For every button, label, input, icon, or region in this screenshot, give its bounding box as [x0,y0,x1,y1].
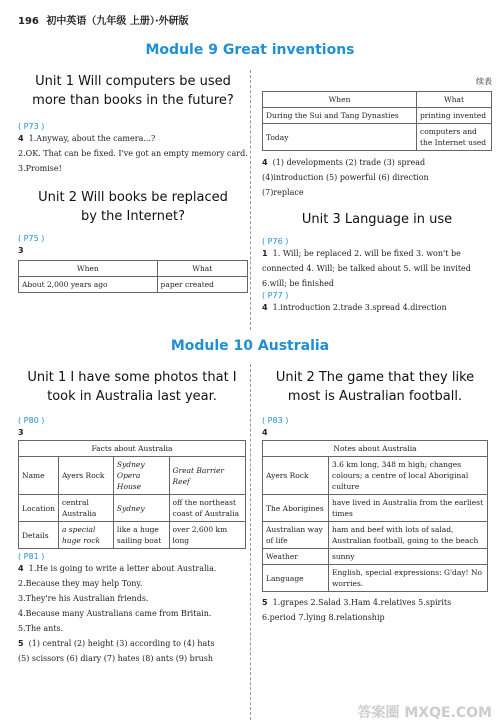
table-cell: Australian way of life [263,522,329,549]
table-cell: During the Sui and Tang Dynasties [263,108,417,124]
table-cell: Ayers Rock [58,457,113,495]
table-cell: like a huge sailing boat [113,522,169,549]
table-caption: Facts about Australia [19,441,246,457]
table-cell: computers and the Internet used [417,124,492,151]
page-ref: ( P76 ) [262,237,289,246]
answer-line: 1 1. Will; be replaced 2. will be fixed 3. won't be [262,249,461,258]
table-cell: Weather [263,549,329,565]
table-cell: The Aborigines [263,495,329,522]
answer-line: 5 (1) central (2) height (3) according to (4) hats [18,639,215,648]
table-caption: Notes about Australia [263,441,488,457]
table-cell: a special huge rock [58,522,113,549]
answer-line: 3.They're his Australian friends. [18,594,149,603]
table-header: What [417,92,492,108]
answer-line: (5) scissors (6) diary (7) hates (8) ants (9) brush [18,654,214,663]
unit2-title: Unit 2 The game that they like most is Australian football. [275,370,475,404]
unit1-title: Unit 1 I have some photos that I took in Australia last year. [27,370,237,404]
answer-line: 4.Because many Australians came from Britain. [18,609,212,618]
answer-line: 3.Promise! [18,164,62,173]
unit2-title: Unit 2 Will books be replaced by the Internet? [38,190,228,224]
facts-table [18,440,246,549]
column-divider-bottom [250,364,251,720]
table-cell: ham and beef with lots of salad, Australian football, going to the beach [329,522,488,549]
table-cell: Sydney [113,495,169,522]
question-number: 4 [262,428,268,437]
page-number: 196 [18,16,39,27]
table-cell: Today [263,124,417,151]
table-cell: off the northeast coast of Australia [169,495,245,522]
module9-left-column [18,72,248,293]
table-cell: paper created [157,277,247,293]
page-ref: ( P77 ) [262,291,289,300]
inventions-table [18,260,248,293]
column-divider-top [250,70,251,330]
module9-title: Module 9 Great inventions [145,42,355,58]
table-cell: About 2,000 years ago [19,277,158,293]
answer-line: 6.will; be finished [262,279,334,288]
table-header: When [19,261,158,277]
question-number: 3 [18,246,24,255]
table-cell: central Australia [58,495,113,522]
table-cell: Sydney Opera House [113,457,169,495]
page-ref: ( P81 ) [18,552,45,561]
book-title: 初中英语（九年级 上册）·外研版 [46,16,189,27]
inventions-table-continued [262,91,492,151]
unit1-title: Unit 1 Will computers be used more than books in the future? [32,74,234,108]
answer-line: 4 1.Anyway, about the camera...? [18,134,156,143]
notes-table [262,440,488,592]
table-header: When [263,92,417,108]
answer-line: 6.period 7.lying 8.relationship [262,613,385,622]
table-cell: have lived in Australia from the earliest times [329,495,488,522]
table-cell: Details [19,522,59,549]
answer-line: 2.Because they may help Tony. [18,579,143,588]
answer-line: 4 1.He is going to write a letter about Australia. [18,564,217,573]
page-ref: ( P83 ) [262,416,289,425]
page-header [18,12,189,27]
table-cell: Language [263,565,329,592]
answer-line: connected 4. Will; be talked about 5. will be invited [262,264,471,273]
page-ref: ( P75 ) [18,234,45,243]
table-cell: over 2,600 km long [169,522,245,549]
answer-line: 5.The ants. [18,624,64,633]
continued-label: 续表 [476,77,492,86]
page-ref: ( P80 ) [18,416,45,425]
table-cell: English, special expressions: G'day! No worries. [329,565,488,592]
table-cell: printing invented [417,108,492,124]
table-cell: 3.6 km long, 348 m high; changes colours; a centre of local Aboriginal culture [329,457,488,495]
answer-line: 4 (1) developments (2) trade (3) spread [262,158,426,167]
table-cell: sunny [329,549,488,565]
answer-line: (4)introduction (5) powerful (6) direction [262,173,429,182]
table-cell: Ayers Rock [263,457,329,495]
module9-right-column [262,76,492,315]
table-header: What [157,261,247,277]
page-ref: ( P73 ) [18,122,45,131]
answer-line: 5 1.grapes 2.Salad 3.Ham 4.relatives 5.spirits [262,598,452,607]
table-cell: Name [19,457,59,495]
watermark-logo: 答案圈 MXQE.COM [357,705,492,721]
module10-right-column [262,368,488,625]
module10-title: Module 10 Australia [170,338,330,354]
answer-line: (7)replace [262,188,304,197]
module10-left-column [18,368,246,666]
table-cell: Great Barrier Reef [169,457,245,495]
unit3-title: Unit 3 Language in use [301,212,453,227]
answer-line: 2.OK. That can be fixed. I've got an empty memory card. [18,149,248,158]
question-number: 3 [18,428,24,437]
table-cell: Location [19,495,59,522]
answer-line: 4 1.introduction 2.trade 3.spread 4.direction [262,303,447,312]
